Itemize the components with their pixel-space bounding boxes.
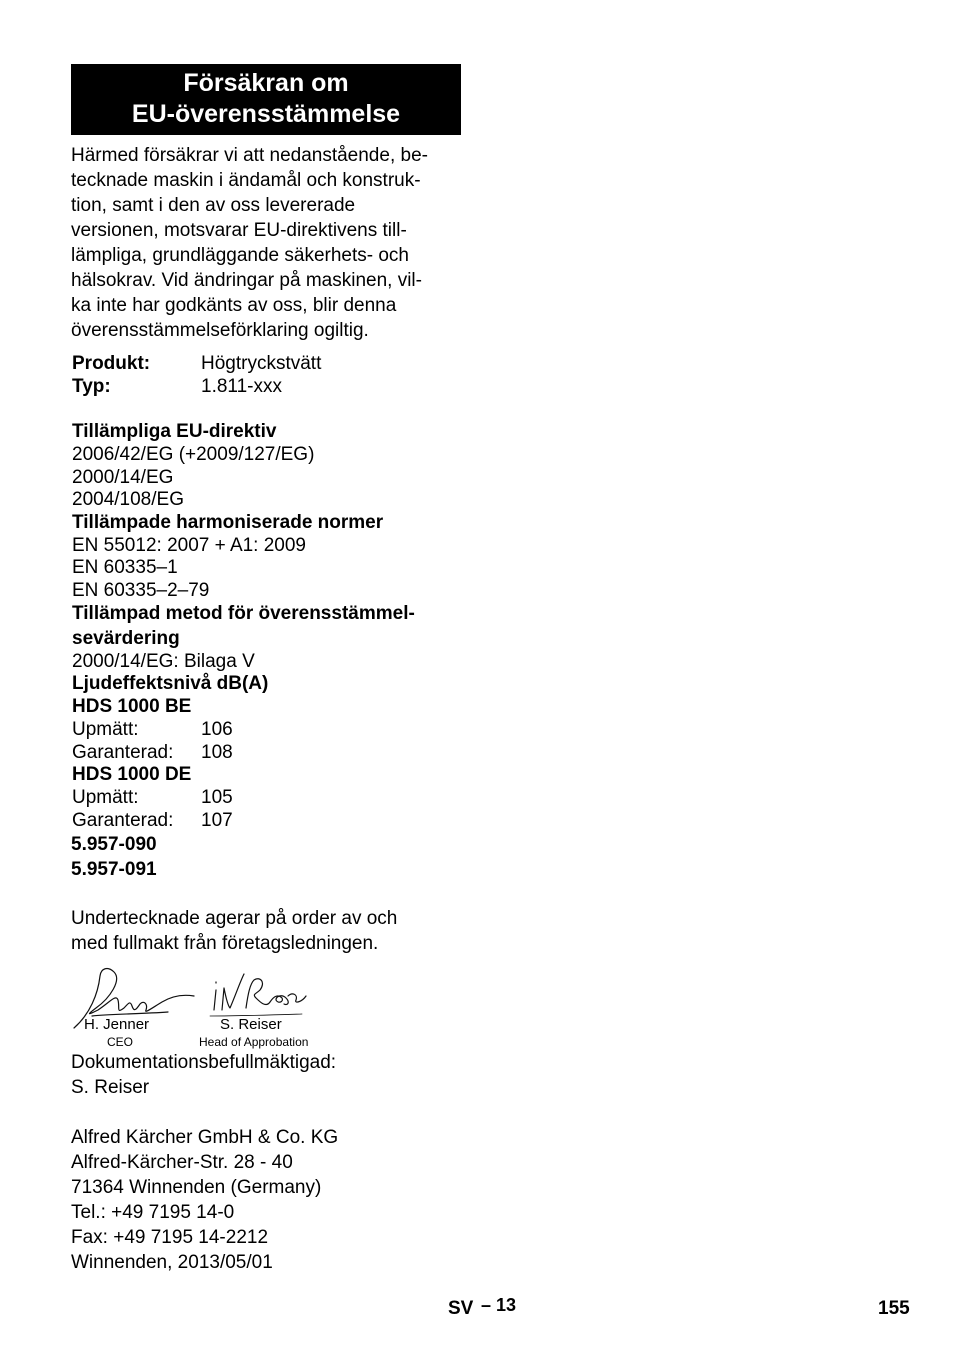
company-line: Fax: +49 7195 14-2212 [71, 1227, 269, 1248]
measured-row [72, 786, 233, 809]
footer-language: SV [448, 1298, 474, 1319]
product-row [72, 352, 321, 375]
method-value: 2000/14/EG: Bilaga V [72, 651, 255, 672]
signature-statement-line-2: med fullmakt från företagsledningen. [71, 933, 379, 954]
product-label: Produkt: [72, 353, 151, 374]
signatory-name: H. Jenner [84, 1016, 150, 1033]
model-name: HDS 1000 BE [72, 696, 192, 717]
norms-heading: Tillämpade harmoniserade normer [72, 512, 384, 533]
guaranteed-value: 107 [201, 810, 233, 831]
page-number: 155 [878, 1298, 910, 1319]
guaranteed-value: 108 [201, 742, 233, 763]
signature-reiser [214, 974, 306, 1010]
documentation-label: Dokumentationsbefullmäktigad: [71, 1052, 337, 1073]
company-line: 71364 Winnenden (Germany) [71, 1177, 322, 1198]
measured-row [72, 718, 233, 741]
type-value: 1.811-xxx [201, 376, 282, 397]
guaranteed-label: Garanterad: [72, 742, 174, 763]
measured-label: Upmätt: [72, 719, 139, 740]
method-heading-line-1: Tillämpad metod för överensstämmel- [72, 603, 415, 624]
measured-value: 105 [201, 787, 233, 808]
intro-line: tion, samt i den av oss levererade [71, 195, 356, 216]
part-number: 5.957-091 [71, 859, 157, 880]
intro-paragraph [71, 143, 471, 343]
page-title-line-1: Försäkran om [183, 69, 349, 97]
intro-line: hälsokrav. Vid ändringar på maskinen, vil- [71, 270, 422, 291]
company-line: Alfred-Kärcher-Str. 28 - 40 [71, 1152, 293, 1173]
intro-line: överensstämmelseförklaring ogiltig. [71, 320, 369, 341]
guaranteed-row [72, 741, 233, 764]
page-title-line-2: EU-överensstämmelse [131, 100, 401, 128]
directive-item: 2000/14/EG [72, 467, 174, 488]
guaranteed-row [72, 809, 233, 832]
intro-line: tecknade maskin i ändamål och konstruk- [71, 170, 421, 191]
page-title [71, 64, 461, 135]
guaranteed-label: Garanterad: [72, 810, 174, 831]
company-line: Alfred Kärcher GmbH & Co. KG [71, 1127, 339, 1148]
intro-line: Härmed försäkrar vi att nedanstående, be- [71, 145, 428, 166]
intro-line: lämpliga, grundläggande säkerhets- och [71, 245, 409, 266]
type-row [72, 375, 282, 398]
intro-line: ka inte har godkänts av oss, blir denna [71, 295, 397, 316]
signatory-role: Head of Approbation [199, 1035, 309, 1049]
type-label: Typ: [72, 376, 111, 397]
norm-item: EN 60335–2–79 [72, 580, 210, 601]
norm-item: EN 55012: 2007 + A1: 2009 [72, 535, 307, 556]
method-heading-line-2: sevärdering [72, 628, 180, 649]
product-value: Högtryckstvätt [201, 353, 322, 374]
measured-label: Upmätt: [72, 787, 139, 808]
norm-item: EN 60335–1 [72, 557, 178, 578]
signature-statement-line-1: Undertecknade agerar på order av och [71, 908, 398, 929]
directives-heading: Tillämpliga EU-direktiv [72, 421, 277, 442]
sound-heading: Ljudeffektsnivå dB(A) [72, 673, 269, 694]
directive-item: 2006/42/EG (+2009/127/EG) [72, 444, 315, 465]
signatory-role: CEO [107, 1035, 134, 1049]
directive-item: 2004/108/EG [72, 489, 184, 510]
documentation-name: S. Reiser [71, 1077, 150, 1098]
intro-line: versionen, motsvarar EU-direktivens till- [71, 220, 407, 241]
footer-section: – 13 [481, 1295, 517, 1315]
measured-value: 106 [201, 719, 233, 740]
company-line: Winnenden, 2013/05/01 [71, 1252, 273, 1273]
part-number: 5.957-090 [71, 834, 157, 855]
company-line: Tel.: +49 7195 14-0 [71, 1202, 235, 1223]
model-name: HDS 1000 DE [72, 764, 192, 785]
signatory-name: S. Reiser [220, 1016, 282, 1033]
